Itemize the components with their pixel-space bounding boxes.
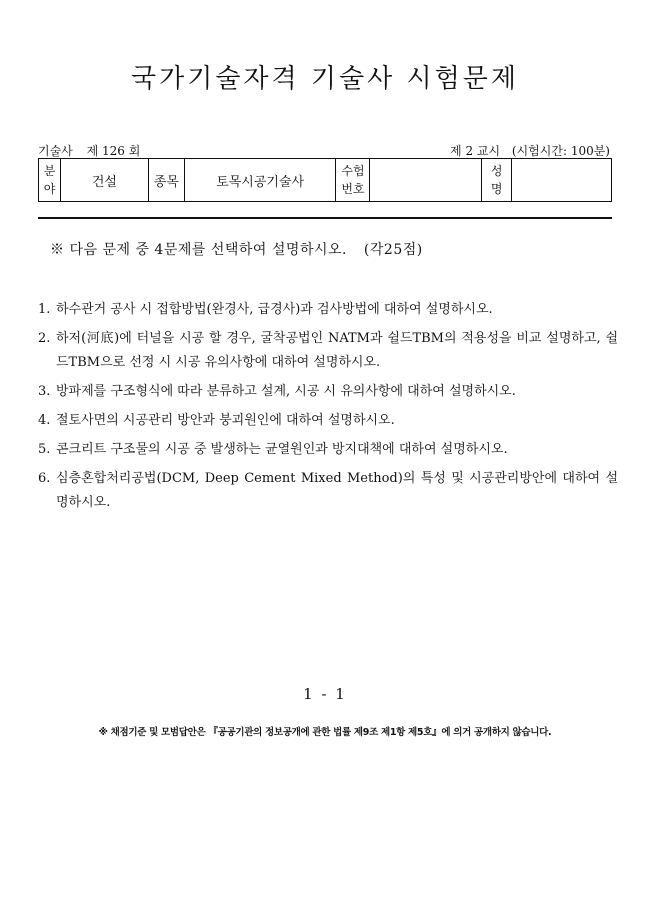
question-text: 콘크리트 구조물의 시공 중 발생하는 균열원인과 방지대책에 대하여 설명하시오. <box>56 442 508 457</box>
field-label-bottom: 야 <box>43 182 56 196</box>
field-label-top: 분 <box>43 164 56 178</box>
question-number: 2. <box>38 331 51 346</box>
exam-info-table <box>38 158 612 202</box>
name-label-cell <box>482 159 512 202</box>
type-label: 종목 <box>148 159 184 202</box>
question-item <box>38 467 618 515</box>
question-item <box>38 327 618 375</box>
question-text: 하저(河底)에 터널을 시공 할 경우, 굴착공법인 NATM과 쉴드TBM의 적용성을 비교 설명하고, 쉴드TBM으로 선정 시 시공 유의사항에 대하여 설명하시오. <box>56 331 618 370</box>
question-number: 5. <box>38 442 51 457</box>
exam-meta-right <box>442 142 610 159</box>
exam-session: 제 2 교시 <box>450 144 501 158</box>
question-text: 심층혼합처리공법(DCM, Deep Cement Mixed Method)의 특성 및 시공관리방안에 대하여 설명하시오. <box>56 471 618 510</box>
page-title: 국가기술자격 기술사 시험문제 <box>130 64 520 94</box>
instruction <box>50 239 423 259</box>
question-number: 4. <box>38 413 51 428</box>
question-number: 6. <box>38 471 51 486</box>
name-label-top: 성 <box>490 164 503 178</box>
exam-no-label-cell <box>336 159 370 202</box>
question-list <box>38 298 618 520</box>
exam-round: 제 126 회 <box>86 144 141 158</box>
type-value: 토목시공기술사 <box>184 159 336 202</box>
field-value: 건설 <box>60 159 148 202</box>
field-label-cell <box>39 159 61 202</box>
exam-meta-left <box>38 142 150 159</box>
instruction-text: ※ 다음 문제 중 4문제를 선택하여 설명하시오. <box>50 242 347 258</box>
exam-no-label-bottom: 번호 <box>341 182 365 196</box>
question-item <box>38 298 618 322</box>
name-label-bottom: 명 <box>490 182 503 196</box>
exam-meta <box>38 142 610 159</box>
question-item <box>38 409 618 433</box>
exam-category: 기술사 <box>38 144 73 158</box>
question-number: 3. <box>38 384 51 399</box>
question-text: 절토사면의 시공관리 방안과 붕괴원인에 대하여 설명하시오. <box>56 413 395 428</box>
exam-duration: (시험시간: 100분) <box>511 144 610 158</box>
name-field[interactable] <box>512 159 612 202</box>
instruction-score: (각25점) <box>363 242 423 258</box>
footer-note: ※ 채점기준 및 모범답안은 『공공기관의 정보공개에 관한 법률 제9조 제1항 제5호』에 의거 공개하지 않습니다. <box>98 727 552 738</box>
page-number: 1 - 1 <box>303 685 347 703</box>
exam-no-label-top: 수험 <box>341 164 365 178</box>
section-divider <box>38 217 612 219</box>
question-item <box>38 438 618 462</box>
question-number: 1. <box>38 302 51 317</box>
question-text: 방파제를 구조형식에 따라 분류하고 설계, 시공 시 유의사항에 대하여 설명하시오. <box>56 384 516 399</box>
exam-no-field[interactable] <box>370 159 482 202</box>
question-item <box>38 380 618 404</box>
question-text: 하수관거 공사 시 접합방법(완경사, 급경사)과 검사방법에 대하여 설명하시오. <box>56 302 493 317</box>
